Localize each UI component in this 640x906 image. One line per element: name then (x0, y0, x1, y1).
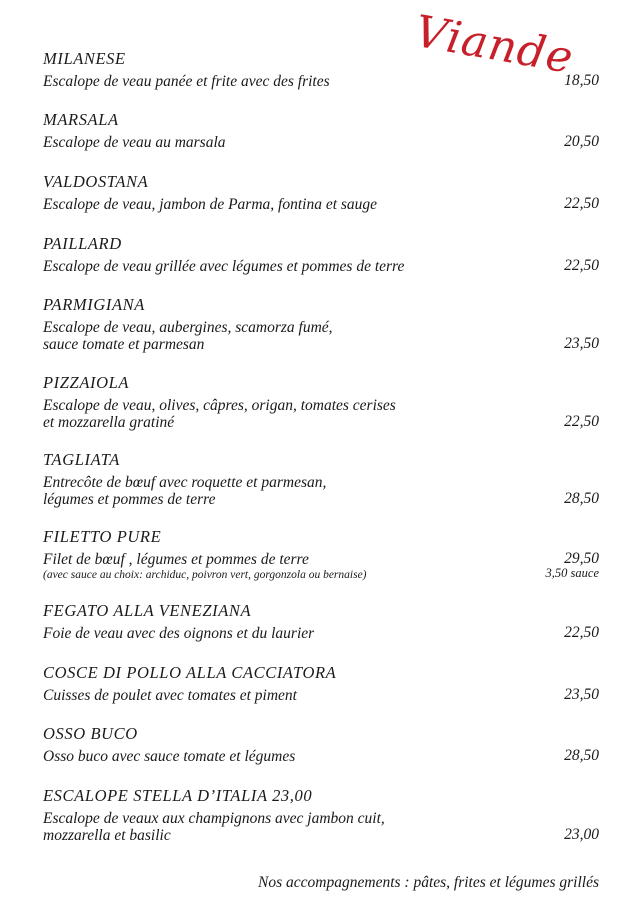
item-price: 20,50 (564, 133, 599, 150)
menu-item (43, 50, 599, 90)
item-description: Escalope de veaux aux champignons avec jambon cuit, mozzarella et basilic (43, 810, 385, 844)
item-name: MILANESE (43, 49, 126, 68)
item-price: 23,50 (564, 686, 599, 703)
item-price: 22,50 (564, 257, 599, 274)
menu-item (43, 235, 599, 275)
item-price: 28,50 (564, 747, 599, 764)
item-name: PIZZAIOLA (43, 373, 130, 392)
item-price: 22,50 (564, 624, 599, 641)
item-price: 18,50 (564, 72, 599, 89)
item-name: VALDOSTANA (43, 172, 149, 191)
item-name: FILETTO PURE (43, 527, 162, 546)
item-description: Escalope de veau, aubergines, scamorza fumé, sauce tomate et parmesan (43, 319, 333, 353)
item-description: Filet de bœuf , légumes et pommes de terre (43, 551, 309, 568)
item-price: 22,50 (564, 195, 599, 212)
item-name: COSCE DI POLLO ALLA CACCIATORA (43, 663, 337, 682)
menu-item (43, 602, 599, 642)
item-price: 23,50 (564, 335, 599, 352)
item-description: Foie de veau avec des oignons et du laurier (43, 625, 315, 642)
menu-item (43, 111, 599, 151)
item-name: TAGLIATA (43, 450, 120, 469)
item-description: Escalope de veau au marsala (43, 134, 226, 151)
menu-item (43, 173, 599, 213)
menu-item (43, 451, 599, 508)
item-name: ESCALOPE STELLA D’ITALIA 23,00 (43, 786, 313, 805)
item-price: 22,50 (564, 413, 599, 430)
item-description: Escalope de veau, olives, câpres, origan, tomates cerises et mozzarella gratiné (43, 397, 396, 431)
item-price: 29,50 (564, 550, 599, 567)
item-description: Osso buco avec sauce tomate et légumes (43, 748, 296, 765)
menu-item (43, 787, 599, 844)
item-price: 28,50 (564, 490, 599, 507)
item-name: OSSO BUCO (43, 724, 138, 743)
item-name: PAILLARD (43, 234, 122, 253)
section-heading: Viande (411, 6, 578, 84)
item-description: Cuisses de poulet avec tomates et piment (43, 687, 297, 704)
item-description: Entrecôte de bœuf avec roquette et parmesan, légumes et pommes de terre (43, 474, 327, 508)
item-name: FEGATO ALLA VENEZIANA (43, 601, 252, 620)
item-description: Escalope de veau panée et frite avec des frites (43, 73, 330, 90)
item-price: 23,00 (564, 826, 599, 843)
menu-item (43, 664, 599, 704)
item-description: Escalope de veau grillée avec légumes et pommes de terre (43, 258, 405, 275)
item-name: MARSALA (43, 110, 119, 129)
item-name: PARMIGIANA (43, 295, 145, 314)
item-description: Escalope de veau, jambon de Parma, fontina et sauge (43, 196, 378, 213)
item-note: (avec sauce au choix: archiduc, poivron vert, gorgonzola ou bernaise) (43, 569, 367, 581)
sides-footer: Nos accompagnements : pâtes, frites et légumes grillés (258, 874, 599, 891)
menu-item (43, 528, 599, 581)
menu-item (43, 296, 599, 353)
menu-item (43, 374, 599, 431)
menu-item (43, 725, 599, 765)
item-note-price: 3,50 sauce (545, 566, 599, 580)
